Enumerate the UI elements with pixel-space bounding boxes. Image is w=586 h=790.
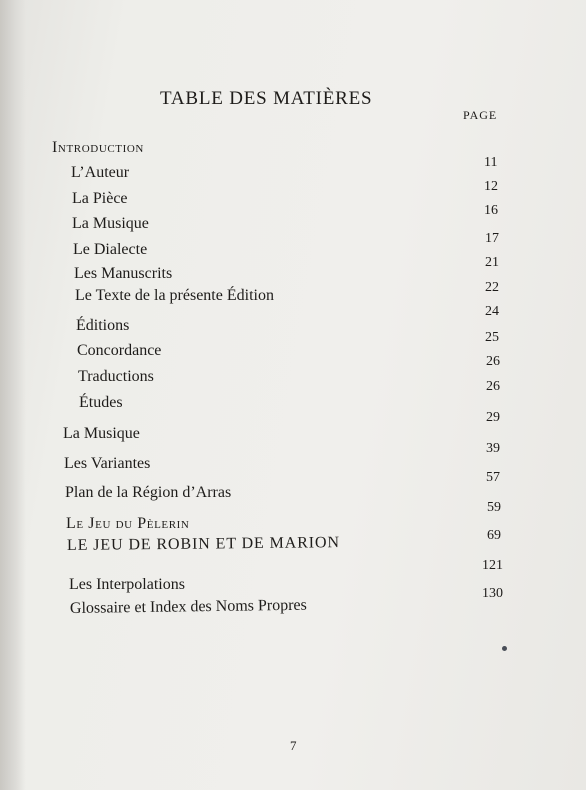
toc-page-la-musique: 29 bbox=[486, 410, 500, 425]
page-column-header: PAGE bbox=[463, 108, 498, 122]
toc-entry-texte: Le Texte de la présente Édition bbox=[75, 287, 274, 304]
toc-entry-traductions: Traductions bbox=[78, 368, 154, 385]
toc-entry-concordance: Concordance bbox=[77, 342, 162, 359]
toc-page-plan: 57 bbox=[486, 470, 500, 485]
toc-page-texte: 22 bbox=[485, 280, 499, 295]
toc-page-etudes: 26 bbox=[486, 379, 500, 394]
toc-entry-manuscrits: Les Manuscrits bbox=[74, 265, 173, 282]
toc-page-dialecte: 17 bbox=[485, 231, 499, 246]
toc-entry-musique: La Musique bbox=[72, 215, 149, 232]
toc-title: TABLE DES MATIÈRES bbox=[160, 88, 373, 109]
folio-number: 7 bbox=[290, 738, 297, 753]
ink-speck bbox=[502, 646, 507, 651]
toc-entry-piece: La Pièce bbox=[72, 190, 128, 207]
toc-page-traductions: 26 bbox=[486, 354, 500, 369]
toc-entry-etudes: Études bbox=[79, 394, 123, 411]
toc-page-musique: 16 bbox=[484, 203, 498, 218]
toc-page-glossaire: 130 bbox=[482, 586, 503, 601]
toc-page-jeu-pelerin: 59 bbox=[487, 500, 501, 515]
toc-entry-plan: Plan de la Région d’Arras bbox=[65, 484, 232, 501]
toc-entry-la-musique: La Musique bbox=[63, 425, 140, 442]
toc-entry-dialecte: Le Dialecte bbox=[73, 241, 148, 258]
toc-page-robin-marion: 69 bbox=[487, 528, 501, 543]
toc-entry-introduction: Introduction bbox=[52, 139, 144, 156]
toc-entry-glossaire: Glossaire et Index des Noms Propres bbox=[69, 596, 307, 617]
toc-entry-editions: Éditions bbox=[76, 317, 130, 334]
toc-entry-robin-marion: LE JEU DE ROBIN ET DE MARION bbox=[66, 534, 340, 554]
toc-page-manuscrits: 21 bbox=[485, 255, 499, 270]
toc-page-editions: 24 bbox=[485, 304, 499, 319]
toc-page-auteur: 11 bbox=[484, 155, 498, 170]
toc-entry-variantes: Les Variantes bbox=[64, 455, 151, 472]
toc-entry-auteur: L’Auteur bbox=[71, 164, 130, 181]
toc-entry-jeu-pelerin: Le Jeu du Pèlerin bbox=[66, 515, 190, 532]
toc-page-concordance: 25 bbox=[485, 330, 499, 345]
toc-page-variantes: 39 bbox=[486, 441, 500, 456]
toc-page-piece: 12 bbox=[484, 179, 498, 194]
toc-entry-interpolations: Les Interpolations bbox=[69, 576, 185, 593]
page-gutter-shadow bbox=[0, 0, 26, 790]
toc-page-interpolations: 121 bbox=[482, 558, 503, 573]
